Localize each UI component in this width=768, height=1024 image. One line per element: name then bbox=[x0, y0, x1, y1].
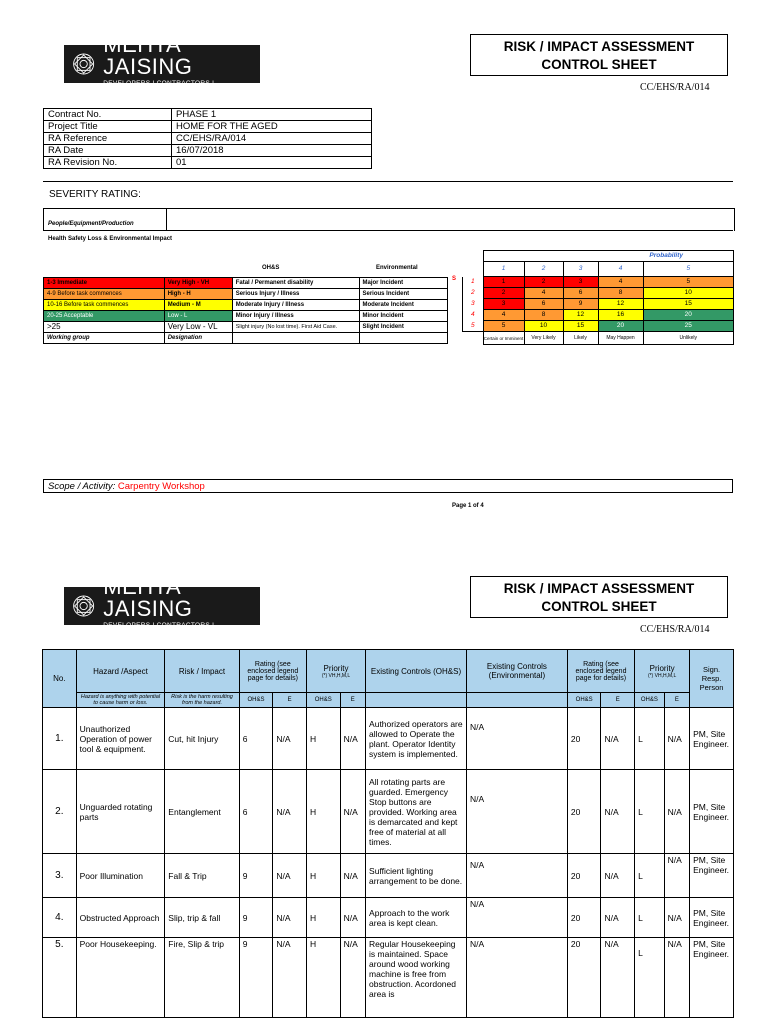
prob-col: 4 bbox=[598, 262, 643, 277]
matrix-cell: 9 bbox=[563, 299, 598, 310]
row-rating2-e: N/A bbox=[601, 898, 635, 938]
sev-num: 5 bbox=[463, 321, 484, 332]
legend-range: 20-25 Acceptable bbox=[44, 311, 165, 322]
logo-emblem-icon bbox=[70, 591, 97, 621]
sub-ohs: OH&S bbox=[635, 693, 665, 708]
row-rating-ohs: 9 bbox=[239, 898, 273, 938]
sub-e: E bbox=[273, 693, 307, 708]
table-row bbox=[43, 938, 734, 1018]
row-priority2-ohs: L bbox=[635, 708, 665, 770]
row-priority-ohs: H bbox=[306, 708, 340, 770]
prob-desc: Very Likely bbox=[524, 332, 563, 345]
col-priority2 bbox=[635, 650, 690, 693]
row-ctrl-ohs: All rotating parts are guarded. Emergency Stop buttons are provided. Working area is demarcated and kept free of material at all times. bbox=[366, 770, 467, 854]
row-rating2-e: N/A bbox=[601, 938, 635, 1018]
hazard-note-text: Hazard is anything with potential to cause harm or loss. bbox=[80, 694, 161, 706]
sheet-title bbox=[470, 34, 728, 76]
severity-box bbox=[43, 208, 735, 231]
legend-row bbox=[44, 278, 463, 289]
matrix-cell: 8 bbox=[598, 288, 643, 299]
prob-row bbox=[463, 277, 734, 288]
row-priority-ohs: H bbox=[306, 898, 340, 938]
col-ctrl-env: Existing Controls (Environmental) bbox=[466, 650, 567, 693]
matrix-cell: 20 bbox=[598, 321, 643, 332]
row-hazard: Obstructed Approach bbox=[76, 898, 165, 938]
row-ctrl-ohs: Regular Housekeeping is maintained. Space around wood working machine is free from obstruction. Acordoned area is bbox=[366, 938, 467, 1018]
severity-legend-table bbox=[43, 277, 463, 344]
sev-num: 1 bbox=[463, 277, 484, 288]
scope-value: Carpentry Workshop bbox=[117, 481, 205, 492]
hazard-note bbox=[76, 693, 165, 708]
matrix-cell: 4 bbox=[524, 288, 563, 299]
title-line1: RISK / IMPACT ASSESSMENT bbox=[503, 39, 695, 54]
matrix-cell: 10 bbox=[524, 321, 563, 332]
row-risk: Cut, hit Injury bbox=[165, 708, 239, 770]
row-rating2-ohs: 20 bbox=[567, 708, 601, 770]
s-label: S bbox=[452, 276, 457, 282]
row-risk: Fall & Trip bbox=[165, 854, 239, 898]
row-priority2-e: N/A bbox=[664, 898, 689, 938]
priority-label: Priority bbox=[323, 663, 349, 673]
sub-ohs: OH&S bbox=[567, 693, 601, 708]
row-rating-e: N/A bbox=[273, 898, 307, 938]
matrix-cell: 12 bbox=[598, 299, 643, 310]
legend-range: >25 bbox=[44, 322, 165, 333]
col-sign: Sign. Resp. Person bbox=[690, 650, 734, 708]
table-row bbox=[43, 854, 734, 898]
info-row bbox=[44, 145, 372, 157]
row-sign: PM, Site Engineer. bbox=[690, 938, 734, 1018]
logo-emblem-icon bbox=[70, 49, 97, 79]
row-hazard: Unauthorized Operation of power tool & equipment. bbox=[76, 708, 165, 770]
doc-reference: CC/EHS/RA/014 bbox=[640, 82, 710, 93]
col-ctrl-ohs: Existing Controls (OH&S) bbox=[366, 650, 467, 693]
severity-heading: SEVERITY RATING: bbox=[49, 189, 141, 200]
info-value: 01 bbox=[172, 157, 372, 169]
scope-label: Scope / Activity: bbox=[48, 481, 116, 492]
sub-ohs: OH&S bbox=[306, 693, 340, 708]
priority-sub: (*) VH,H,M,L bbox=[647, 672, 677, 679]
probability-label: Probability bbox=[483, 251, 734, 262]
table-subheader-row bbox=[43, 693, 734, 708]
info-row bbox=[44, 157, 372, 169]
logo-tagline: DEVELOPERS I CONTRACTORS I ARCHITECTS bbox=[103, 80, 215, 94]
table-row bbox=[43, 770, 734, 854]
divider bbox=[43, 230, 733, 231]
row-ctrl-ohs: Approach to the work area is kept clean. bbox=[366, 898, 467, 938]
risk-note-text: Risk is the harm resulting from the hazard. bbox=[171, 694, 233, 706]
row-priority-e: N/A bbox=[340, 770, 365, 854]
row-priority-ohs: H bbox=[306, 938, 340, 1018]
matrix-cell: 25 bbox=[643, 321, 734, 332]
row-hazard: Poor Housekeeping. bbox=[76, 938, 165, 1018]
prob-desc: May Happen bbox=[598, 332, 643, 345]
matrix-cell: 15 bbox=[563, 321, 598, 332]
legend-level: Low - L bbox=[164, 311, 232, 322]
sub-e: E bbox=[601, 693, 635, 708]
row-no: 2. bbox=[43, 770, 77, 854]
row-rating2-ohs: 20 bbox=[567, 938, 601, 1018]
sev-num: 3 bbox=[463, 299, 484, 310]
col-hazard: Hazard /Aspect bbox=[76, 650, 165, 693]
working-group: Working group bbox=[44, 333, 165, 344]
row-hazard: Unguarded rotating parts bbox=[76, 770, 165, 854]
legend-row bbox=[44, 311, 463, 322]
legend-ohs: Slight injury (No lost time). First Aid Case. bbox=[232, 322, 359, 333]
legend-level: Very Low - VL bbox=[164, 322, 232, 333]
matrix-cell: 8 bbox=[524, 310, 563, 321]
info-value: 16/07/2018 bbox=[172, 145, 372, 157]
matrix-cell: 20 bbox=[643, 310, 734, 321]
probability-matrix bbox=[462, 250, 734, 345]
prob-row bbox=[463, 288, 734, 299]
prob-col: 3 bbox=[563, 262, 598, 277]
row-priority-ohs: H bbox=[306, 854, 340, 898]
sev-num: 2 bbox=[463, 288, 484, 299]
row-priority-e: N/A bbox=[340, 898, 365, 938]
priority-label: Priority bbox=[649, 663, 675, 673]
prob-head-row bbox=[463, 262, 734, 277]
table-row bbox=[43, 708, 734, 770]
info-value: HOME FOR THE AGED bbox=[172, 121, 372, 133]
title-line2: CONTROL SHEET bbox=[541, 57, 657, 72]
sev-num: 4 bbox=[463, 310, 484, 321]
legend-row bbox=[44, 322, 463, 333]
legend-range: 4-9 Before task commences bbox=[44, 289, 165, 300]
legend-footer-row bbox=[44, 333, 463, 344]
info-value: CC/EHS/RA/014 bbox=[172, 133, 372, 145]
row-risk: Entanglement bbox=[165, 770, 239, 854]
legend-env: Major Incident bbox=[359, 278, 447, 289]
row-priority-e: N/A bbox=[340, 938, 365, 1018]
matrix-cell: 1 bbox=[483, 277, 524, 288]
prob-row bbox=[463, 299, 734, 310]
logo-brand: MEHTA JAISING bbox=[103, 32, 193, 79]
matrix-cell: 3 bbox=[563, 277, 598, 288]
col-rating2: Rating (see enclosed legend page for details) bbox=[567, 650, 634, 693]
prob-title-row bbox=[463, 251, 734, 262]
company-logo bbox=[64, 574, 260, 636]
row-ctrl-env: N/A bbox=[466, 898, 567, 938]
row-sign: PM, Site Engineer. bbox=[690, 898, 734, 938]
matrix-cell: 16 bbox=[598, 310, 643, 321]
sub-ohs: OH&S bbox=[239, 693, 273, 708]
table-row bbox=[43, 898, 734, 938]
row-risk: Fire, Slip & trip bbox=[165, 938, 239, 1018]
title-line1: RISK / IMPACT ASSESSMENT bbox=[503, 581, 695, 596]
info-row bbox=[44, 133, 372, 145]
row-priority-e: N/A bbox=[340, 854, 365, 898]
matrix-cell: 4 bbox=[598, 277, 643, 288]
risk-note bbox=[165, 693, 239, 708]
logo-brand: MEHTA JAISING bbox=[103, 574, 193, 621]
matrix-cell: 12 bbox=[563, 310, 598, 321]
row-rating-e: N/A bbox=[273, 770, 307, 854]
project-info-table bbox=[43, 108, 372, 169]
sub-e: E bbox=[664, 693, 689, 708]
row-risk: Slip, trip & fall bbox=[165, 898, 239, 938]
row-ctrl-env: N/A bbox=[466, 708, 567, 770]
row-priority2-e: N/A bbox=[664, 938, 689, 1018]
row-ctrl-env: N/A bbox=[466, 770, 567, 854]
matrix-cell: 5 bbox=[483, 321, 524, 332]
row-rating-e: N/A bbox=[273, 938, 307, 1018]
row-no: 1. bbox=[43, 708, 77, 770]
prob-col: 2 bbox=[524, 262, 563, 277]
info-label: RA Revision No. bbox=[44, 157, 172, 169]
matrix-cell: 6 bbox=[563, 288, 598, 299]
row-no: 3. bbox=[43, 854, 77, 898]
matrix-cell: 4 bbox=[483, 310, 524, 321]
legend-env: Moderate Incident bbox=[359, 300, 447, 311]
matrix-cell: 10 bbox=[643, 288, 734, 299]
risk-assessment-table bbox=[42, 649, 734, 1018]
matrix-cell: 15 bbox=[643, 299, 734, 310]
row-priority2-e: N/A bbox=[664, 770, 689, 854]
divider bbox=[166, 208, 167, 230]
title-line2: CONTROL SHEET bbox=[541, 599, 657, 614]
row-rating-e: N/A bbox=[273, 708, 307, 770]
legend-ohs: Fatal / Permanent disability bbox=[232, 278, 359, 289]
table-header-row bbox=[43, 650, 734, 693]
legend-ohs: Moderate Injury / Illness bbox=[232, 300, 359, 311]
matrix-cell: 2 bbox=[524, 277, 563, 288]
info-label: Contract No. bbox=[44, 109, 172, 121]
col-no: No. bbox=[43, 650, 77, 708]
info-label: RA Reference bbox=[44, 133, 172, 145]
row-rating-ohs: 6 bbox=[239, 708, 273, 770]
row-rating-ohs: 9 bbox=[239, 938, 273, 1018]
matrix-cell: 5 bbox=[643, 277, 734, 288]
prob-col: 5 bbox=[643, 262, 734, 277]
col-env: Environmental bbox=[376, 265, 418, 271]
legend-level: Very High - VH bbox=[164, 278, 232, 289]
scope-box bbox=[43, 479, 733, 493]
row-no: 5. bbox=[43, 938, 77, 1018]
prob-desc: Likely bbox=[563, 332, 598, 345]
prob-desc: Certain or Imminent bbox=[483, 332, 524, 345]
sub-e: E bbox=[340, 693, 365, 708]
legend-row bbox=[44, 289, 463, 300]
info-label: RA Date bbox=[44, 145, 172, 157]
row-ctrl-env: N/A bbox=[466, 854, 567, 898]
info-label: Project Title bbox=[44, 121, 172, 133]
row-ctrl-env: N/A bbox=[466, 938, 567, 1018]
row-rating-ohs: 9 bbox=[239, 854, 273, 898]
matrix-cell: 6 bbox=[524, 299, 563, 310]
prob-row bbox=[463, 321, 734, 332]
col-rating: Rating (see enclosed legend page for details) bbox=[239, 650, 306, 693]
info-row bbox=[44, 109, 372, 121]
prob-desc-row bbox=[463, 332, 734, 345]
legend-ohs: Minor Injury / Illness bbox=[232, 311, 359, 322]
matrix-cell: 3 bbox=[483, 299, 524, 310]
row-rating-e: N/A bbox=[273, 854, 307, 898]
divider bbox=[43, 181, 733, 182]
row-sign: PM, Site Engineer. bbox=[690, 854, 734, 898]
col-risk: Risk / Impact bbox=[165, 650, 239, 693]
row-rating2-ohs: 20 bbox=[567, 898, 601, 938]
company-logo bbox=[64, 32, 260, 94]
designation: Designation bbox=[164, 333, 232, 344]
legend-row bbox=[44, 300, 463, 311]
row-rating2-e: N/A bbox=[601, 854, 635, 898]
logo-tagline: DEVELOPERS I CONTRACTORS I ARCHITECTS bbox=[103, 622, 215, 636]
row-rating2-ohs: 20 bbox=[567, 770, 601, 854]
row-rating2-e: N/A bbox=[601, 770, 635, 854]
col-ohs: OH&S bbox=[262, 265, 280, 271]
row-priority-ohs: H bbox=[306, 770, 340, 854]
row-priority2-e: N/A bbox=[664, 708, 689, 770]
row-priority2-ohs: L bbox=[635, 854, 665, 898]
people-label: People/Equipment/Production bbox=[48, 221, 134, 227]
legend-env: Minor Incident bbox=[359, 311, 447, 322]
row-hazard: Poor Illumination bbox=[76, 854, 165, 898]
col-priority bbox=[306, 650, 365, 693]
health-label: Health Safety Loss & Environmental Impact bbox=[48, 236, 173, 242]
legend-ohs: Serious Injury / Illness bbox=[232, 289, 359, 300]
row-priority-e: N/A bbox=[340, 708, 365, 770]
row-ctrl-ohs: Sufficient lighting arrangement to be done. bbox=[366, 854, 467, 898]
row-rating2-ohs: 20 bbox=[567, 854, 601, 898]
info-value: PHASE 1 bbox=[172, 109, 372, 121]
legend-level: High - H bbox=[164, 289, 232, 300]
legend-range: 1-3 Immediate bbox=[44, 278, 165, 289]
row-sign: PM, Site Engineer. bbox=[690, 708, 734, 770]
row-no: 4. bbox=[43, 898, 77, 938]
page-number: Page 1 of 4 bbox=[452, 503, 484, 509]
row-priority2-ohs: L bbox=[635, 770, 665, 854]
matrix-cell: 2 bbox=[483, 288, 524, 299]
info-row bbox=[44, 121, 372, 133]
prob-desc: Unlikely bbox=[643, 332, 734, 345]
prob-row bbox=[463, 310, 734, 321]
legend-range: 10-16 Before task commences bbox=[44, 300, 165, 311]
legend-level: Medium - M bbox=[164, 300, 232, 311]
row-sign: PM, Site Engineer. bbox=[690, 770, 734, 854]
row-ctrl-ohs: Authorized operators are allowed to Operate the plant. Operator Identity system is implemented. bbox=[366, 708, 467, 770]
row-rating-ohs: 6 bbox=[239, 770, 273, 854]
prob-col: 1 bbox=[483, 262, 524, 277]
doc-reference: CC/EHS/RA/014 bbox=[640, 624, 710, 635]
row-priority2-ohs: L bbox=[635, 938, 665, 1018]
legend-env: Serious Incident bbox=[359, 289, 447, 300]
priority-sub: (*) VH,H,M,L bbox=[321, 672, 351, 679]
row-rating2-e: N/A bbox=[601, 708, 635, 770]
row-priority2-ohs: L bbox=[635, 898, 665, 938]
row-priority2-e: N/A bbox=[664, 854, 689, 898]
sheet-title bbox=[470, 576, 728, 618]
legend-env: Slight Incident bbox=[359, 322, 447, 333]
